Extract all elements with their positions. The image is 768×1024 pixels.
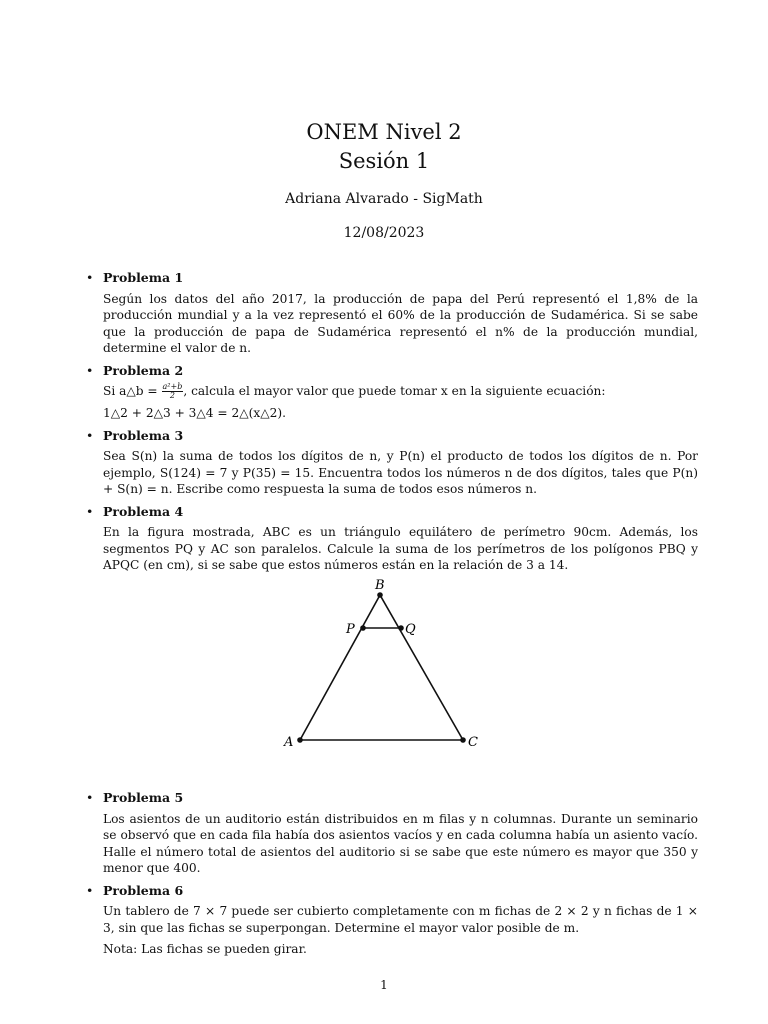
author: Adriana Alvarado - SigMath — [285, 191, 483, 207]
problem-list — [86, 270, 698, 580]
page-number: 1 — [380, 978, 388, 992]
label-a: A — [284, 735, 294, 750]
point-p — [360, 625, 366, 631]
point-b — [377, 592, 383, 598]
point-a — [297, 737, 303, 743]
problem-text-suffix: , calcula el mayor valor que puede tomar x en la siguiente ecuación: — [183, 384, 606, 398]
problem-4 — [86, 504, 698, 574]
bullet-icon: • — [86, 790, 94, 805]
fraction — [162, 383, 184, 400]
fraction-denominator: 2 — [169, 391, 175, 400]
problem-1 — [86, 270, 698, 357]
point-q — [398, 625, 404, 631]
problem-5 — [86, 790, 698, 877]
label-q: Q — [405, 622, 416, 637]
problem-title: Problema 2 — [103, 362, 184, 378]
problem-note: Nota: Las fichas se pueden girar. — [103, 942, 307, 956]
fraction-numerator: a²+b — [162, 382, 183, 391]
problem-title: Problema 6 — [103, 882, 184, 898]
document-title: ONEM Nivel 2 — [306, 120, 462, 144]
bullet-icon: • — [86, 503, 94, 519]
problem-text: En la figura mostrada, ABC es un triángulo equilátero de perímetro 90cm. Además, los segmentos PQ y AC son paralelos. Calcule la suma de los perímetros de los polígonos PBQ y APQC (en cm), si se sabe que estos números están en la relación de 3 a 14. — [103, 525, 698, 572]
problem-title: Problema 4 — [103, 503, 184, 519]
problem-text — [103, 383, 698, 400]
problem-3 — [86, 428, 698, 498]
point-c — [460, 737, 466, 743]
problem-list-continued — [86, 790, 698, 964]
problem-text: Sea S(n) la suma de todos los dígitos de n, y P(n) el producto de todos los dígitos de n. Por ejemplo, S(124) = 7 y P(35) = 15. Encuentra todos los números n de dos dígitos, tales que P(n) + S(n) = n. Escribe como respuesta la suma de todos esos números n. — [103, 449, 698, 496]
problem-text: Según los datos del año 2017, la producción de papa del Perú representó el 1,8% de la producción mundial y a la vez representó el 60% de la producción de Sudamérica. Si se sabe que la producción de papa de Sudamérica representó el n% de la producción mundial, determine el valor de n. — [103, 291, 698, 355]
date: 12/08/2023 — [343, 225, 425, 241]
problem-text: Un tablero de 7 × 7 puede ser cubierto completamente con m fichas de 2 × 2 y n fichas de 1 × 3, sin que las fichas se superpongan. Determine el mayor valor posible de m. — [103, 904, 698, 935]
triangle-figure — [280, 575, 490, 755]
problem-title: Problema 1 — [103, 270, 184, 285]
bullet-icon: • — [86, 362, 94, 378]
document-subtitle: Sesión 1 — [338, 149, 430, 173]
side-ab — [300, 595, 380, 740]
label-b: B — [375, 578, 385, 593]
label-p: P — [346, 622, 355, 637]
triangle-diagram — [280, 575, 490, 755]
bullet-icon: • — [86, 427, 94, 443]
problem-equation: 1△2 + 2△3 + 3△4 = 2△(x△2). — [103, 406, 287, 420]
problem-title: Problema 5 — [103, 790, 184, 805]
problem-text-prefix: Si a△b = — [103, 384, 162, 398]
problem-6 — [86, 883, 698, 958]
problem-2 — [86, 363, 698, 422]
problem-text: Los asientos de un auditorio están distribuidos en m filas y n columnas. Durante un seminario se observó que en cada fila había dos asientos vacíos y en cada columna había un asiento vacío. Halle el número total de asientos del auditorio si se sabe que este número es mayor que 350 y menor que 400. — [103, 811, 698, 875]
side-bc — [380, 595, 463, 740]
problem-title: Problema 3 — [103, 427, 184, 443]
bullet-icon: • — [86, 270, 94, 285]
bullet-icon: • — [86, 882, 94, 898]
label-c: C — [468, 735, 478, 750]
